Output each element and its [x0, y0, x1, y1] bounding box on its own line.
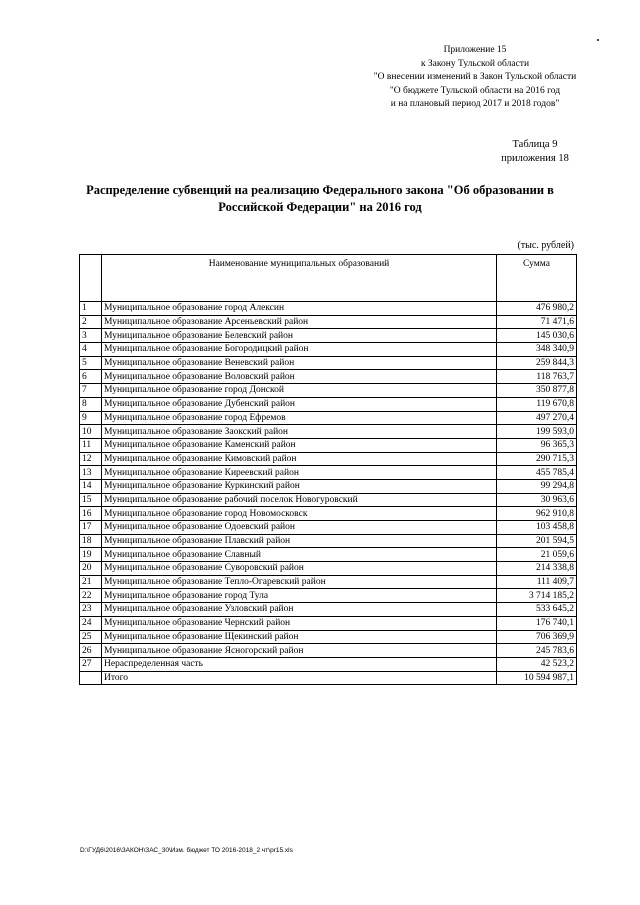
- title-line-2: Российской Федерации" на 2016 год: [218, 200, 422, 214]
- total-sum: 10 594 987,1: [497, 671, 577, 685]
- row-number: 14: [80, 479, 102, 493]
- row-name: Муниципальное образование Куркинский район: [102, 479, 497, 493]
- header-name-cell: Наименование муниципальных образований: [102, 255, 497, 302]
- row-sum: 42 523,2: [497, 657, 577, 671]
- table-row: [80, 302, 577, 316]
- row-sum: 21 059,6: [497, 548, 577, 562]
- row-name: Муниципальное образование Веневский район: [102, 356, 497, 370]
- row-name: Муниципальное образование Узловский район: [102, 603, 497, 617]
- row-number: 7: [80, 384, 102, 398]
- amendment-title: "О внесении изменений в Закон Тульской области: [373, 72, 577, 82]
- table-row: [80, 438, 577, 452]
- law-reference: к Закону Тульской области: [420, 58, 530, 69]
- row-sum: 119 670,8: [497, 397, 577, 411]
- table-row: [80, 575, 577, 589]
- planning-period: и на плановый период 2017 и 2018 годов": [390, 99, 560, 109]
- row-number: 2: [80, 315, 102, 329]
- table-row: [80, 644, 577, 658]
- table-row: [80, 370, 577, 384]
- row-number: 20: [80, 562, 102, 576]
- table-appendix: приложения 18: [501, 153, 569, 164]
- table-row: [80, 343, 577, 357]
- table-row: [80, 507, 577, 521]
- row-sum: 99 294,8: [497, 479, 577, 493]
- row-name: Муниципальное образование Одоевский район: [102, 521, 497, 535]
- row-name: Нераспределенная часть: [102, 657, 497, 671]
- row-name: Муниципальное образование город Тула: [102, 589, 497, 603]
- total-row: [80, 671, 577, 685]
- table-row: [80, 630, 577, 644]
- budget-title: "О бюджете Тульской области на 2016 год: [389, 85, 561, 96]
- subvention-table: [79, 254, 577, 685]
- row-name: Муниципальное образование Чернский район: [102, 616, 497, 630]
- table-row: [80, 603, 577, 617]
- row-number: 9: [80, 411, 102, 425]
- total-label: Итого: [102, 671, 497, 685]
- row-name: Муниципальное образование Киреевский район: [102, 466, 497, 480]
- row-number: 21: [80, 575, 102, 589]
- row-name: Муниципальное образование город Алексин: [102, 302, 497, 316]
- row-number: 5: [80, 356, 102, 370]
- table-row: [80, 452, 577, 466]
- row-name: Муниципальное образование город Ефремов: [102, 411, 497, 425]
- row-number: 13: [80, 466, 102, 480]
- row-number: 18: [80, 534, 102, 548]
- row-sum: 259 844,3: [497, 356, 577, 370]
- table-row: [80, 479, 577, 493]
- row-name: Муниципальное образование город Новомосковск: [102, 507, 497, 521]
- file-path: D:\ГУД6\2016\ЗАКОН\ЗАС_30\Изм. бюджет ТО 2016-2018_2 чт\pr15.xls: [80, 847, 293, 854]
- row-name: Муниципальное образование Тепло-Огаревский район: [102, 575, 497, 589]
- row-name: Муниципальное образование Ясногорский район: [102, 644, 497, 658]
- row-sum: 71 471,6: [497, 315, 577, 329]
- table-row: [80, 384, 577, 398]
- row-sum: 214 338,8: [497, 562, 577, 576]
- row-sum: 199 593,0: [497, 425, 577, 439]
- row-sum: 201 594,5: [497, 534, 577, 548]
- row-sum: 96 365,3: [497, 438, 577, 452]
- header-sum-cell: Сумма: [497, 255, 577, 302]
- row-number: 10: [80, 425, 102, 439]
- row-name: Муниципальное образование Суворовский район: [102, 562, 497, 576]
- row-name: Муниципальное образование Кимовский район: [102, 452, 497, 466]
- row-name: Муниципальное образование город Донской: [102, 384, 497, 398]
- row-number: 27: [80, 657, 102, 671]
- row-name: Муниципальное образование Каменский район: [102, 438, 497, 452]
- row-sum: 533 645,2: [497, 603, 577, 617]
- table-row: [80, 411, 577, 425]
- table-row: [80, 521, 577, 535]
- row-name: Муниципальное образование Славный: [102, 548, 497, 562]
- row-number: 12: [80, 452, 102, 466]
- row-number: 25: [80, 630, 102, 644]
- table-row: [80, 589, 577, 603]
- row-sum: 348 340,9: [497, 343, 577, 357]
- table-reference: [480, 138, 590, 166]
- row-number: 16: [80, 507, 102, 521]
- table-row: [80, 616, 577, 630]
- scan-mark: [597, 39, 599, 41]
- row-number: 15: [80, 493, 102, 507]
- row-name: Муниципальное образование Дубенский район: [102, 397, 497, 411]
- row-number: 4: [80, 343, 102, 357]
- row-number: 24: [80, 616, 102, 630]
- table-row: [80, 493, 577, 507]
- row-sum: 145 030,6: [497, 329, 577, 343]
- table-row: [80, 466, 577, 480]
- total-number-cell: [80, 671, 102, 685]
- row-name: Муниципальное образование рабочий поселок Новогуровский: [102, 493, 497, 507]
- appendix-header: [340, 44, 610, 112]
- table-header-row: [80, 255, 577, 302]
- row-sum: 30 963,6: [497, 493, 577, 507]
- table-row: [80, 562, 577, 576]
- row-name: Муниципальное образование Богородицкий район: [102, 343, 497, 357]
- table-body: [80, 302, 577, 672]
- table-row: [80, 356, 577, 370]
- title-line-1: Распределение субвенций на реализацию Федерального закона "Об образовании в: [86, 183, 554, 197]
- row-sum: 497 270,4: [497, 411, 577, 425]
- row-number: 17: [80, 521, 102, 535]
- table-row: [80, 657, 577, 671]
- row-number: 23: [80, 603, 102, 617]
- table-row: [80, 534, 577, 548]
- table-row: [80, 548, 577, 562]
- row-sum: 476 980,2: [497, 302, 577, 316]
- row-sum: 962 910,8: [497, 507, 577, 521]
- table-number: Таблица 9: [512, 139, 558, 150]
- row-sum: 350 877,8: [497, 384, 577, 398]
- row-number: 26: [80, 644, 102, 658]
- row-number: 22: [80, 589, 102, 603]
- row-sum: 176 740,1: [497, 616, 577, 630]
- row-number: 6: [80, 370, 102, 384]
- row-sum: 455 785,4: [497, 466, 577, 480]
- row-name: Муниципальное образование Белевский район: [102, 329, 497, 343]
- units-label: (тыс. рублей): [517, 240, 574, 251]
- row-name: Муниципальное образование Щекинский район: [102, 630, 497, 644]
- header-number-cell: [80, 255, 102, 302]
- row-sum: 290 715,3: [497, 452, 577, 466]
- row-number: 3: [80, 329, 102, 343]
- document-title: [70, 182, 570, 216]
- table-row: [80, 329, 577, 343]
- row-number: 11: [80, 438, 102, 452]
- row-name: Муниципальное образование Плавский район: [102, 534, 497, 548]
- row-name: Муниципальное образование Воловский район: [102, 370, 497, 384]
- row-number: 8: [80, 397, 102, 411]
- row-sum: 3 714 185,2: [497, 589, 577, 603]
- row-name: Муниципальное образование Арсеньевский район: [102, 315, 497, 329]
- row-name: Муниципальное образование Заокский район: [102, 425, 497, 439]
- row-number: 1: [80, 302, 102, 316]
- row-sum: 245 783,6: [497, 644, 577, 658]
- row-sum: 111 409,7: [497, 575, 577, 589]
- appendix-number: Приложение 15: [443, 45, 507, 55]
- row-sum: 103 458,8: [497, 521, 577, 535]
- row-sum: 706 369,9: [497, 630, 577, 644]
- row-sum: 118 763,7: [497, 370, 577, 384]
- table-row: [80, 397, 577, 411]
- row-number: 19: [80, 548, 102, 562]
- table-row: [80, 315, 577, 329]
- table-row: [80, 425, 577, 439]
